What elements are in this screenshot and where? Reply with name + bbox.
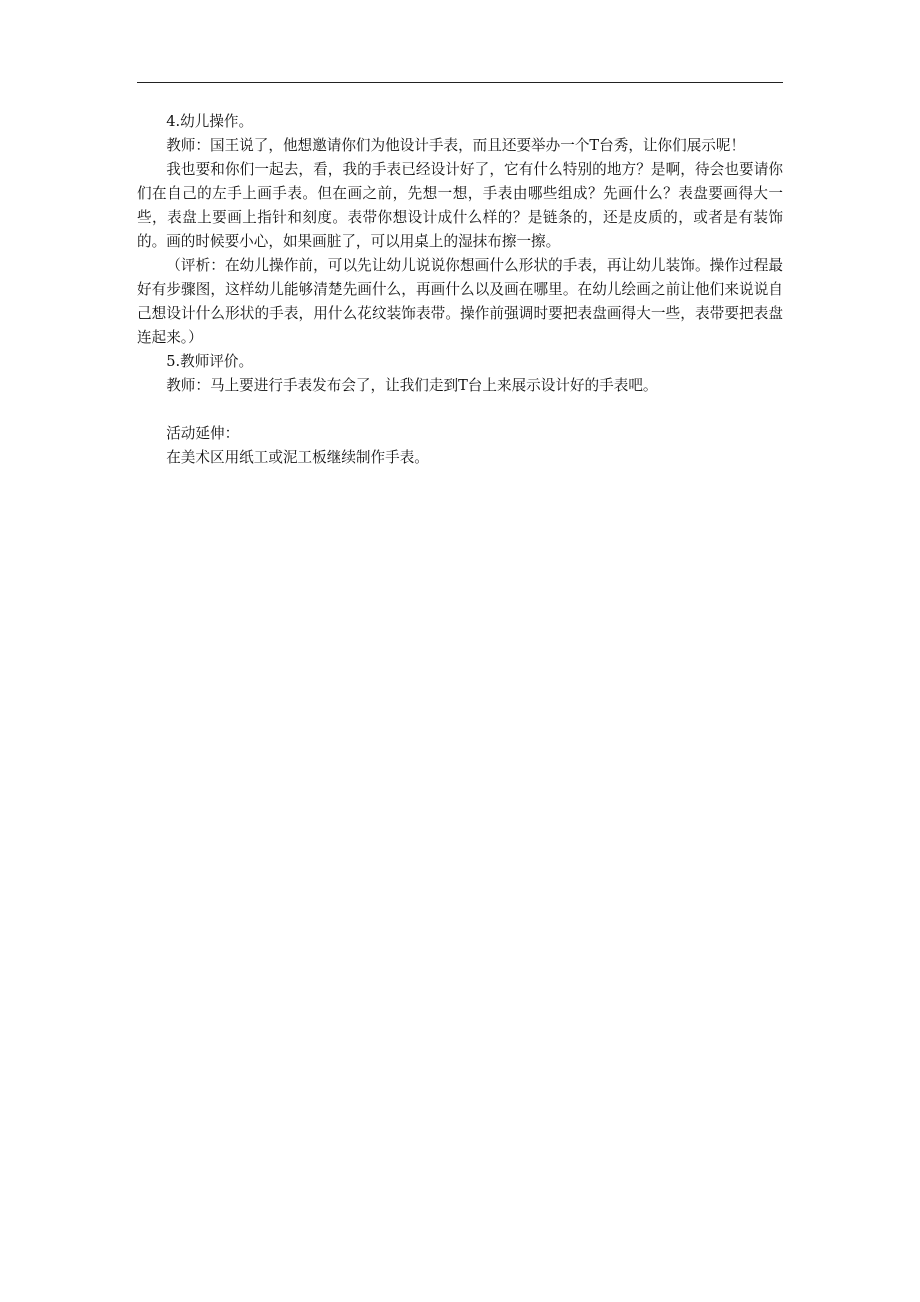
extension-heading: 活动延伸： [166,425,240,442]
paragraph-spacer [137,398,783,422]
section-heading-evaluation: 5.教师评价。 [166,353,254,370]
extension-body: 在美术区用纸工或泥工板继续制作手表。 [166,449,429,466]
analysis-paragraph: （评析：在幼儿操作前，可以先让幼儿说说你想画什么形状的手表，再让幼儿装饰。操作过程最好有步骤图，这样幼儿能够清楚先画什么，再画什么以及画在哪里。在幼儿绘画之前让他们来说说自己想设计什么形状的手表，用什么花纹装饰表带。操作前强调时要把表盘画得大一些，表带要把表盘连起来。） [137,257,783,346]
teacher-invitation-paragraph: 教师：国王说了，他想邀请你们为他设计手表，而且还要举办一个T台秀，让你们展示呢！ [166,137,746,154]
section-heading-operation: 4.幼儿操作。 [166,113,254,130]
header-rule [137,82,783,83]
teacher-instruction-paragraph: 我也要和你们一起去，看，我的手表已经设计好了，它有什么特别的地方？是啊，待会也要请你们在自己的左手上画手表。但在画之前，先想一想，手表由哪些组成？先画什么？表盘要画得大一些，表盘上要画上指针和刻度。表带你想设计成什么样的？是链条的，还是皮质的，或者是有装饰的。画的时候要小心，如果画脏了，可以用桌上的湿抹布擦一擦。 [137,161,783,250]
teacher-evaluation-paragraph: 教师：马上要进行手表发布会了，让我们走到T台上来展示设计好的手表吧。 [166,377,658,394]
document-body [137,110,783,470]
